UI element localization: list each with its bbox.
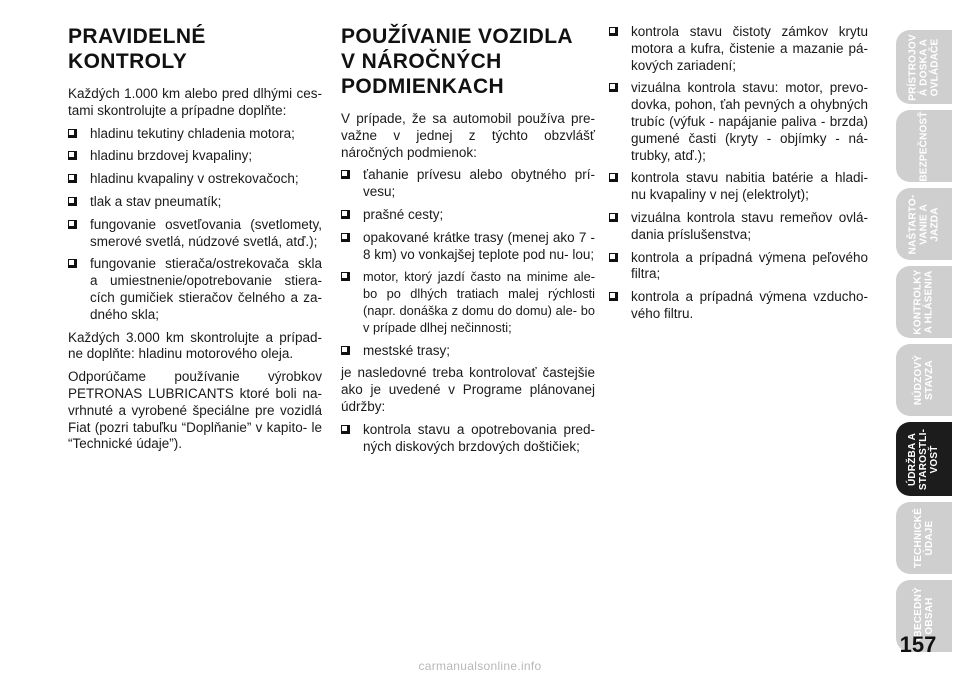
checkbox-icon [341, 346, 350, 355]
list-item-text: hladinu kvapaliny v ostrekovačoch; [90, 171, 299, 187]
list-item-text: prašné cesty; [363, 206, 444, 222]
tab-udrzba[interactable] [896, 422, 952, 496]
column-narocne-podmienky [341, 24, 595, 461]
column-checks-continued [609, 24, 868, 329]
list-item-text: mestské trasy; [363, 342, 451, 358]
checkbox-icon [609, 173, 618, 182]
list-item-text: tlak a stav pneumatík; [90, 193, 222, 209]
paragraph-oil: Každých 3.000 km skontrolujte a prípad- ne doplňte: hladinu motorového oleja. [68, 329, 322, 362]
list-item-text: kontrola stavu nabitia batérie a hladi- nu kvapaliny v nej (elektrolyt); [631, 170, 868, 203]
checkbox-icon [68, 174, 77, 183]
checkbox-icon [341, 233, 350, 242]
checkbox-icon [341, 210, 350, 219]
checklist [68, 126, 322, 324]
list-item [609, 250, 868, 284]
list-item [609, 170, 868, 204]
list-item [68, 126, 322, 143]
list-item [341, 269, 595, 336]
list-item [341, 207, 595, 224]
tab-label: KONTROLKY A HLÁSENIA [913, 269, 936, 335]
list-item [609, 210, 868, 244]
tab-label: ABECEDNÝ OBSAH [913, 587, 935, 645]
list-item [68, 171, 322, 188]
list-item-text: fungovanie osvetľovania (svetlomety, smerové svetlá, núdzové svetlá, atď.); [90, 216, 322, 249]
checklist [341, 167, 595, 359]
heading-narocne-podmienky: POUŽÍVANIE VOZIDLA V NÁROČNÝCH PODMIENKACH [341, 25, 573, 98]
tab-nudzovy-stav[interactable] [896, 344, 952, 416]
list-item [609, 80, 868, 164]
list-item-text: vizuálna kontrola stavu: motor, prevo- dovka, pohon, ťah pevných a ohybných trubíc (výfuk - napájanie paliva - brzda) gumené časti (kryty - objímky - ná- trubky, atď.); [631, 80, 868, 163]
checkbox-icon [341, 425, 350, 434]
list-item-text: kontrola stavu a opotrebovania pred- ných diskových brzdových doštičiek; [363, 421, 595, 454]
tab-pristrojova-doska[interactable] [896, 30, 952, 104]
list-item-text: kontrola a prípadná výmena peľového filtra; [631, 249, 868, 282]
paragraph-petronas: Odporúčame používanie výrobkov PETRONAS LUBRICANTS ktoré boli na- vrhnuté a vyrobené špeciálne pre vozidlá Fiat (pozri tabuľku “Doplňanie” v kapito- le “Technické údaje”). [68, 369, 322, 452]
list-item-text: kontrola a prípadná výmena vzducho- vého filtru. [631, 289, 868, 321]
tab-label: NAŠTARTO- VANIE A JAZDA [907, 194, 941, 254]
checkbox-icon [609, 213, 618, 222]
checkbox-icon [341, 272, 350, 281]
tab-label: BEZPEČNOSŤ [918, 110, 930, 182]
list-item [68, 194, 322, 211]
column-pravidelne-kontroly [68, 24, 322, 459]
checkbox-icon [609, 27, 618, 36]
checkbox-icon [609, 83, 618, 92]
list-item [341, 167, 595, 201]
list-item [68, 256, 322, 323]
checkbox-icon [68, 129, 77, 138]
intro-paragraph: V prípade, že sa automobil používa pre- važne v jednej z týchto obzvlášť náročných podmienok: [341, 111, 595, 160]
list-item [609, 289, 868, 323]
list-item-text: hladinu tekutiny chladenia motora; [90, 125, 295, 141]
checkbox-icon [68, 197, 77, 206]
list-item [341, 422, 595, 456]
checkbox-icon [609, 292, 618, 301]
paragraph-frequency: je nasledovné treba kontrolovať častejšie ako je uvedené v Programe plánovanej údržby: [341, 365, 595, 414]
checkbox-icon [68, 220, 77, 229]
heading-pravidelne-kontroly: PRAVIDELNÉ KONTROLY [68, 25, 206, 73]
tab-label: PRÍSTROJOV Á DOSKA A OVLÁDAČE [907, 33, 941, 101]
page-number: 157 [899, 632, 937, 657]
checklist [341, 422, 595, 456]
list-item [68, 148, 322, 165]
list-item [341, 230, 595, 264]
list-item-text: ťahanie prívesu alebo obytného prí- vesu; [363, 167, 595, 200]
list-item-text: kontrola stavu čistoty zámkov krytu motora a kufra, čistenie a mazanie pá- kových zariadení; [631, 24, 868, 73]
tab-label: NÚDZOVÝ STAVZA [912, 354, 935, 406]
tab-label: TECHNICKÉ ÚDAJE [913, 507, 936, 569]
tab-kontrolky[interactable] [896, 266, 952, 338]
list-item-text: vizuálna kontrola stavu remeňov ovlá- dania príslušenstva; [631, 209, 868, 242]
checkbox-icon [341, 170, 350, 179]
intro-paragraph: Každých 1.000 km alebo pred dlhými ces- tami skontrolujte a prípadne doplňte: [68, 86, 322, 118]
list-item [609, 24, 868, 74]
checkbox-icon [68, 259, 77, 268]
tab-label: ÚDRŽBA A STAROSTLI- VOSŤ [907, 428, 941, 490]
list-item [341, 343, 595, 360]
tab-nastartovanie[interactable] [896, 188, 952, 260]
tab-technicke-udaje[interactable] [896, 502, 952, 574]
watermark: carmanualsonline.info [418, 659, 542, 673]
list-item [68, 217, 322, 251]
checkbox-icon [68, 151, 77, 160]
checklist [609, 24, 868, 323]
list-item-text: motor, ktorý jazdí často na minime ale- bo po dlhých tratiach malej rýchlosti (napr. donáška z domu do domu) ale- bo v prípade dlhej nečinnosti; [363, 269, 595, 335]
tab-bezpecnost[interactable] [896, 110, 952, 182]
list-item-text: fungovanie stierača/ostrekovača skla a umiestnenie/opotrebovanie stiera- cích gumičiek stieračov čelného a za- dného skla; [90, 256, 322, 322]
checkbox-icon [609, 253, 618, 262]
list-item-text: hladinu brzdovej kvapaliny; [90, 148, 253, 164]
list-item-text: opakované krátke trasy (menej ako 7 - 8 km) vo vonkajšej teplote pod nu- lou; [363, 229, 595, 262]
